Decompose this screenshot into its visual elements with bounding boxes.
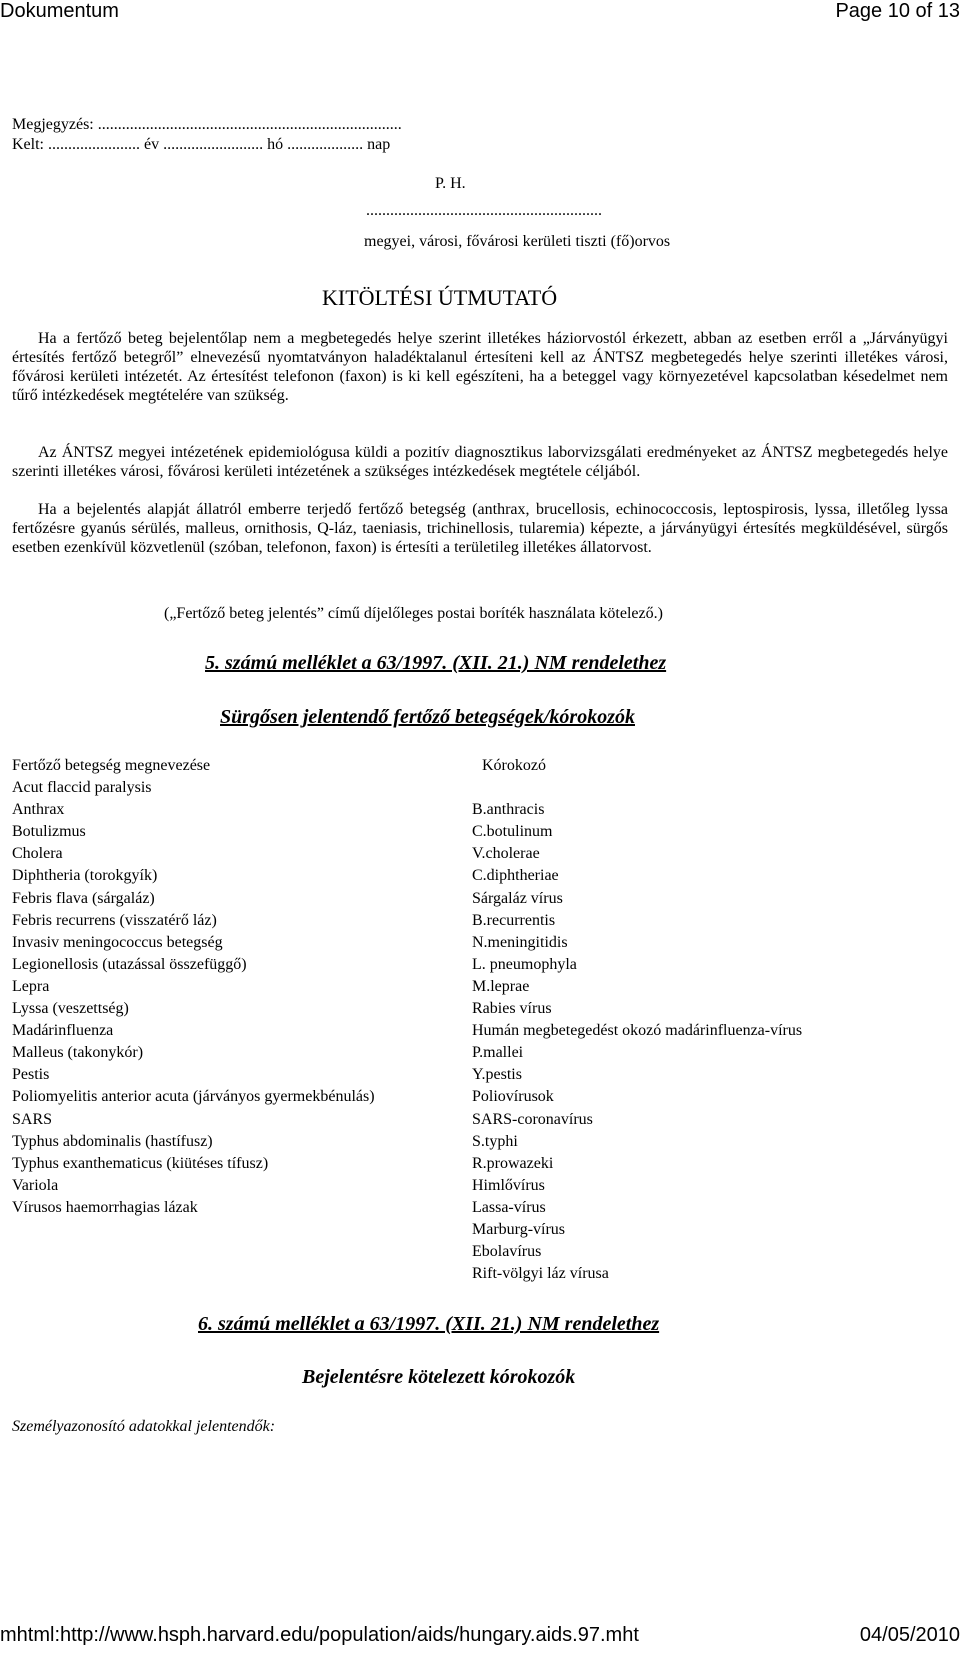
pathogen-name: R.prowazeki (472, 1154, 554, 1172)
table-row (12, 845, 948, 868)
instructions-title: KITÖLTÉSI ÚTMUTATÓ (322, 285, 558, 310)
disease-name: Legionellosis (utazással összefüggő) (12, 955, 247, 973)
page-footer (0, 1624, 960, 1650)
disease-name: Anthrax (12, 801, 65, 819)
table-row (12, 1177, 948, 1200)
disease-name: Variola (12, 1176, 59, 1194)
pathogen-name: C.botulinum (472, 823, 553, 841)
instructions-paragraph-2 (12, 443, 948, 481)
table-row (12, 1243, 948, 1266)
table-row (12, 1155, 948, 1178)
pathogen-name: Marburg-vírus (472, 1221, 566, 1238)
annex-6-title: 6. számú melléklet a 63/1997. (XII. 21.) NM rendelethez (198, 1313, 660, 1335)
table-row (12, 1111, 948, 1134)
signer-title: megyei, városi, fővárosi kerületi tiszti (fő)orvos (364, 233, 671, 250)
pathogen-name: Rift-völgyi láz vírusa (472, 1265, 609, 1283)
table-row (12, 1022, 948, 1045)
table-row (12, 867, 948, 890)
disease-name: Typhus exanthematicus (kiütéses tífusz) (12, 1154, 269, 1172)
disease-name: Invasiv meningococcus betegség (12, 933, 223, 951)
annex-5-title: 5. számú melléklet a 63/1997. (XII. 21.) NM rendelethez (205, 652, 667, 674)
disease-name: SARS (12, 1110, 53, 1128)
table-row (12, 1221, 948, 1244)
pathogen-name: V.cholerae (472, 845, 540, 863)
signature-line: ........................................................... (366, 202, 602, 219)
stamp-placeholder: P. H. (435, 175, 466, 192)
disease-name: Lyssa (veszettség) (12, 1000, 129, 1017)
disease-name: Diphtheria (torokgyík) (12, 867, 158, 885)
table-row (12, 1044, 948, 1067)
pathogen-name: C.diphtheriae (472, 867, 559, 885)
pathogen-name: B.recurrentis (472, 911, 556, 929)
table-row (12, 978, 948, 1001)
table-row (12, 801, 948, 824)
disease-name: Malleus (takonykór) (12, 1044, 144, 1062)
table-row (12, 1265, 948, 1288)
instructions-paragraph-3 (12, 500, 948, 557)
table-row (12, 890, 948, 913)
disease-name: Poliomyelitis anterior acuta (járványos gyermekbénulás) (12, 1088, 375, 1106)
table-row (12, 779, 948, 802)
instructions-paragraph-1 (12, 329, 948, 405)
pathogen-name: Rabies vírus (472, 1000, 552, 1017)
pathogen-name: SARS-coronavírus (472, 1110, 593, 1128)
table-row (12, 1199, 948, 1222)
pathogen-name: N.meningitidis (472, 933, 568, 951)
pathogen-name: Poliovírusok (472, 1088, 554, 1106)
table-row (12, 956, 948, 979)
page-number: Page 10 of 13 (835, 0, 960, 22)
table-row (12, 1066, 948, 1089)
annex-6-subtitle: Bejelentésre kötelezett kórokozók (302, 1366, 576, 1388)
disease-column-header: Fertőző betegség megnevezése (12, 757, 211, 774)
table-row (12, 934, 948, 957)
paragraph-2-text: Az ÁNTSZ megyei intézetének epidemiológusa küldi a pozitív diagnosztikus laborvizsgálati eredményeket az ÁNTSZ megbetegedés helye szerinti illetékes városi, fővárosi kerületi intézetének a szükséges intézkedések megtétele céljából. (12, 444, 948, 480)
print-date: 04/05/2010 (859, 1624, 960, 1646)
table-row (12, 1088, 948, 1111)
annex-6-section: Személyazonosító adatokkal jelentendők: (12, 1418, 276, 1435)
annex-5-subtitle: Sürgősen jelentendő fertőző betegségek/kórokozók (220, 706, 635, 728)
disease-name: Febris flava (sárgaláz) (12, 889, 155, 907)
pathogen-name: Y.pestis (472, 1066, 522, 1084)
document-title: Dokumentum (0, 0, 119, 22)
disease-name: Febris recurrens (visszatérő láz) (12, 911, 217, 929)
disease-name: Pestis (12, 1066, 50, 1084)
page-header (0, 0, 960, 24)
paragraph-1-text: Ha a fertőző beteg bejelentőlap nem a megbetegedés helye szerint illetékes háziorvostól érkezett, abban az esetben erről a „Járványügyi értesítés fertőző betegről” elnevezésű nyomtatványon haladéktalanul értesíteni kell az ÁNTSZ megbetegedés helye szerinti illetékes városi, fővárosi kerületi intézetét. Az értesítést telefonon (faxon) is ki kell egészíteni, ha a beteggel vagy környezetével kapcsolatban késedelmet nem tűrő intézkedések megtételére van szükség. (12, 330, 948, 404)
pathogen-name: Humán megbetegedést okozó madárinfluenza-vírus (472, 1022, 803, 1040)
paragraph-3-text: Ha a bejelentés alapját állatról emberre terjedő fertőző betegség (anthrax, brucellosis, echinococcosis, leptospirosis, lyssa, illetőleg lyssa fertőzésre gyanús sérülés, malleus, ornithosis, Q-láz, taeniasis, trichinellosis, tularemia) képezte, a járványügyi értesítés megküldésével, sürgős esetben ezenkívül közvetlenül (szóban, telefonon, faxon) is értesíti a területileg illetékes állatorvost. (12, 501, 948, 556)
notes-field: Megjegyzés: ............................................................................ (12, 116, 402, 133)
date-field: Kelt: ....................... év ......................... hó ................... nap (12, 136, 391, 153)
pathogen-name: M.leprae (472, 977, 530, 995)
disease-name: Lepra (12, 977, 50, 995)
agent-column-header: Kórokozó (482, 757, 546, 774)
table-row (12, 1000, 948, 1023)
pathogen-name: P.mallei (472, 1044, 524, 1062)
disease-name: Cholera (12, 845, 63, 863)
pathogen-name: Ebolavírus (472, 1243, 542, 1261)
pathogen-name: Sárgaláz vírus (472, 889, 563, 907)
disease-name: Madárinfluenza (12, 1022, 114, 1040)
pathogen-name: L. pneumophyla (472, 955, 577, 973)
table-row (12, 1133, 948, 1156)
disease-name: Botulizmus (12, 823, 86, 841)
disease-name: Vírusos haemorrhagias lázak (12, 1198, 198, 1216)
table-row (12, 823, 948, 846)
envelope-note: („Fertőző beteg jelentés” című díjelőleges postai boríték használata kötelező.) (164, 605, 663, 622)
pathogen-name: B.anthracis (472, 801, 545, 819)
pathogen-name: Lassa-vírus (472, 1198, 546, 1216)
source-url: mhtml:http://www.hsph.harvard.edu/population/aids/hungary.aids.97.mht (0, 1624, 639, 1646)
pathogen-name: S.typhi (472, 1132, 518, 1150)
disease-name: Typhus abdominalis (hastífusz) (12, 1132, 213, 1150)
pathogen-name: Himlővírus (472, 1176, 545, 1194)
table-row (12, 912, 948, 935)
disease-name: Acut flaccid paralysis (12, 779, 152, 796)
table-header-row (12, 757, 948, 780)
